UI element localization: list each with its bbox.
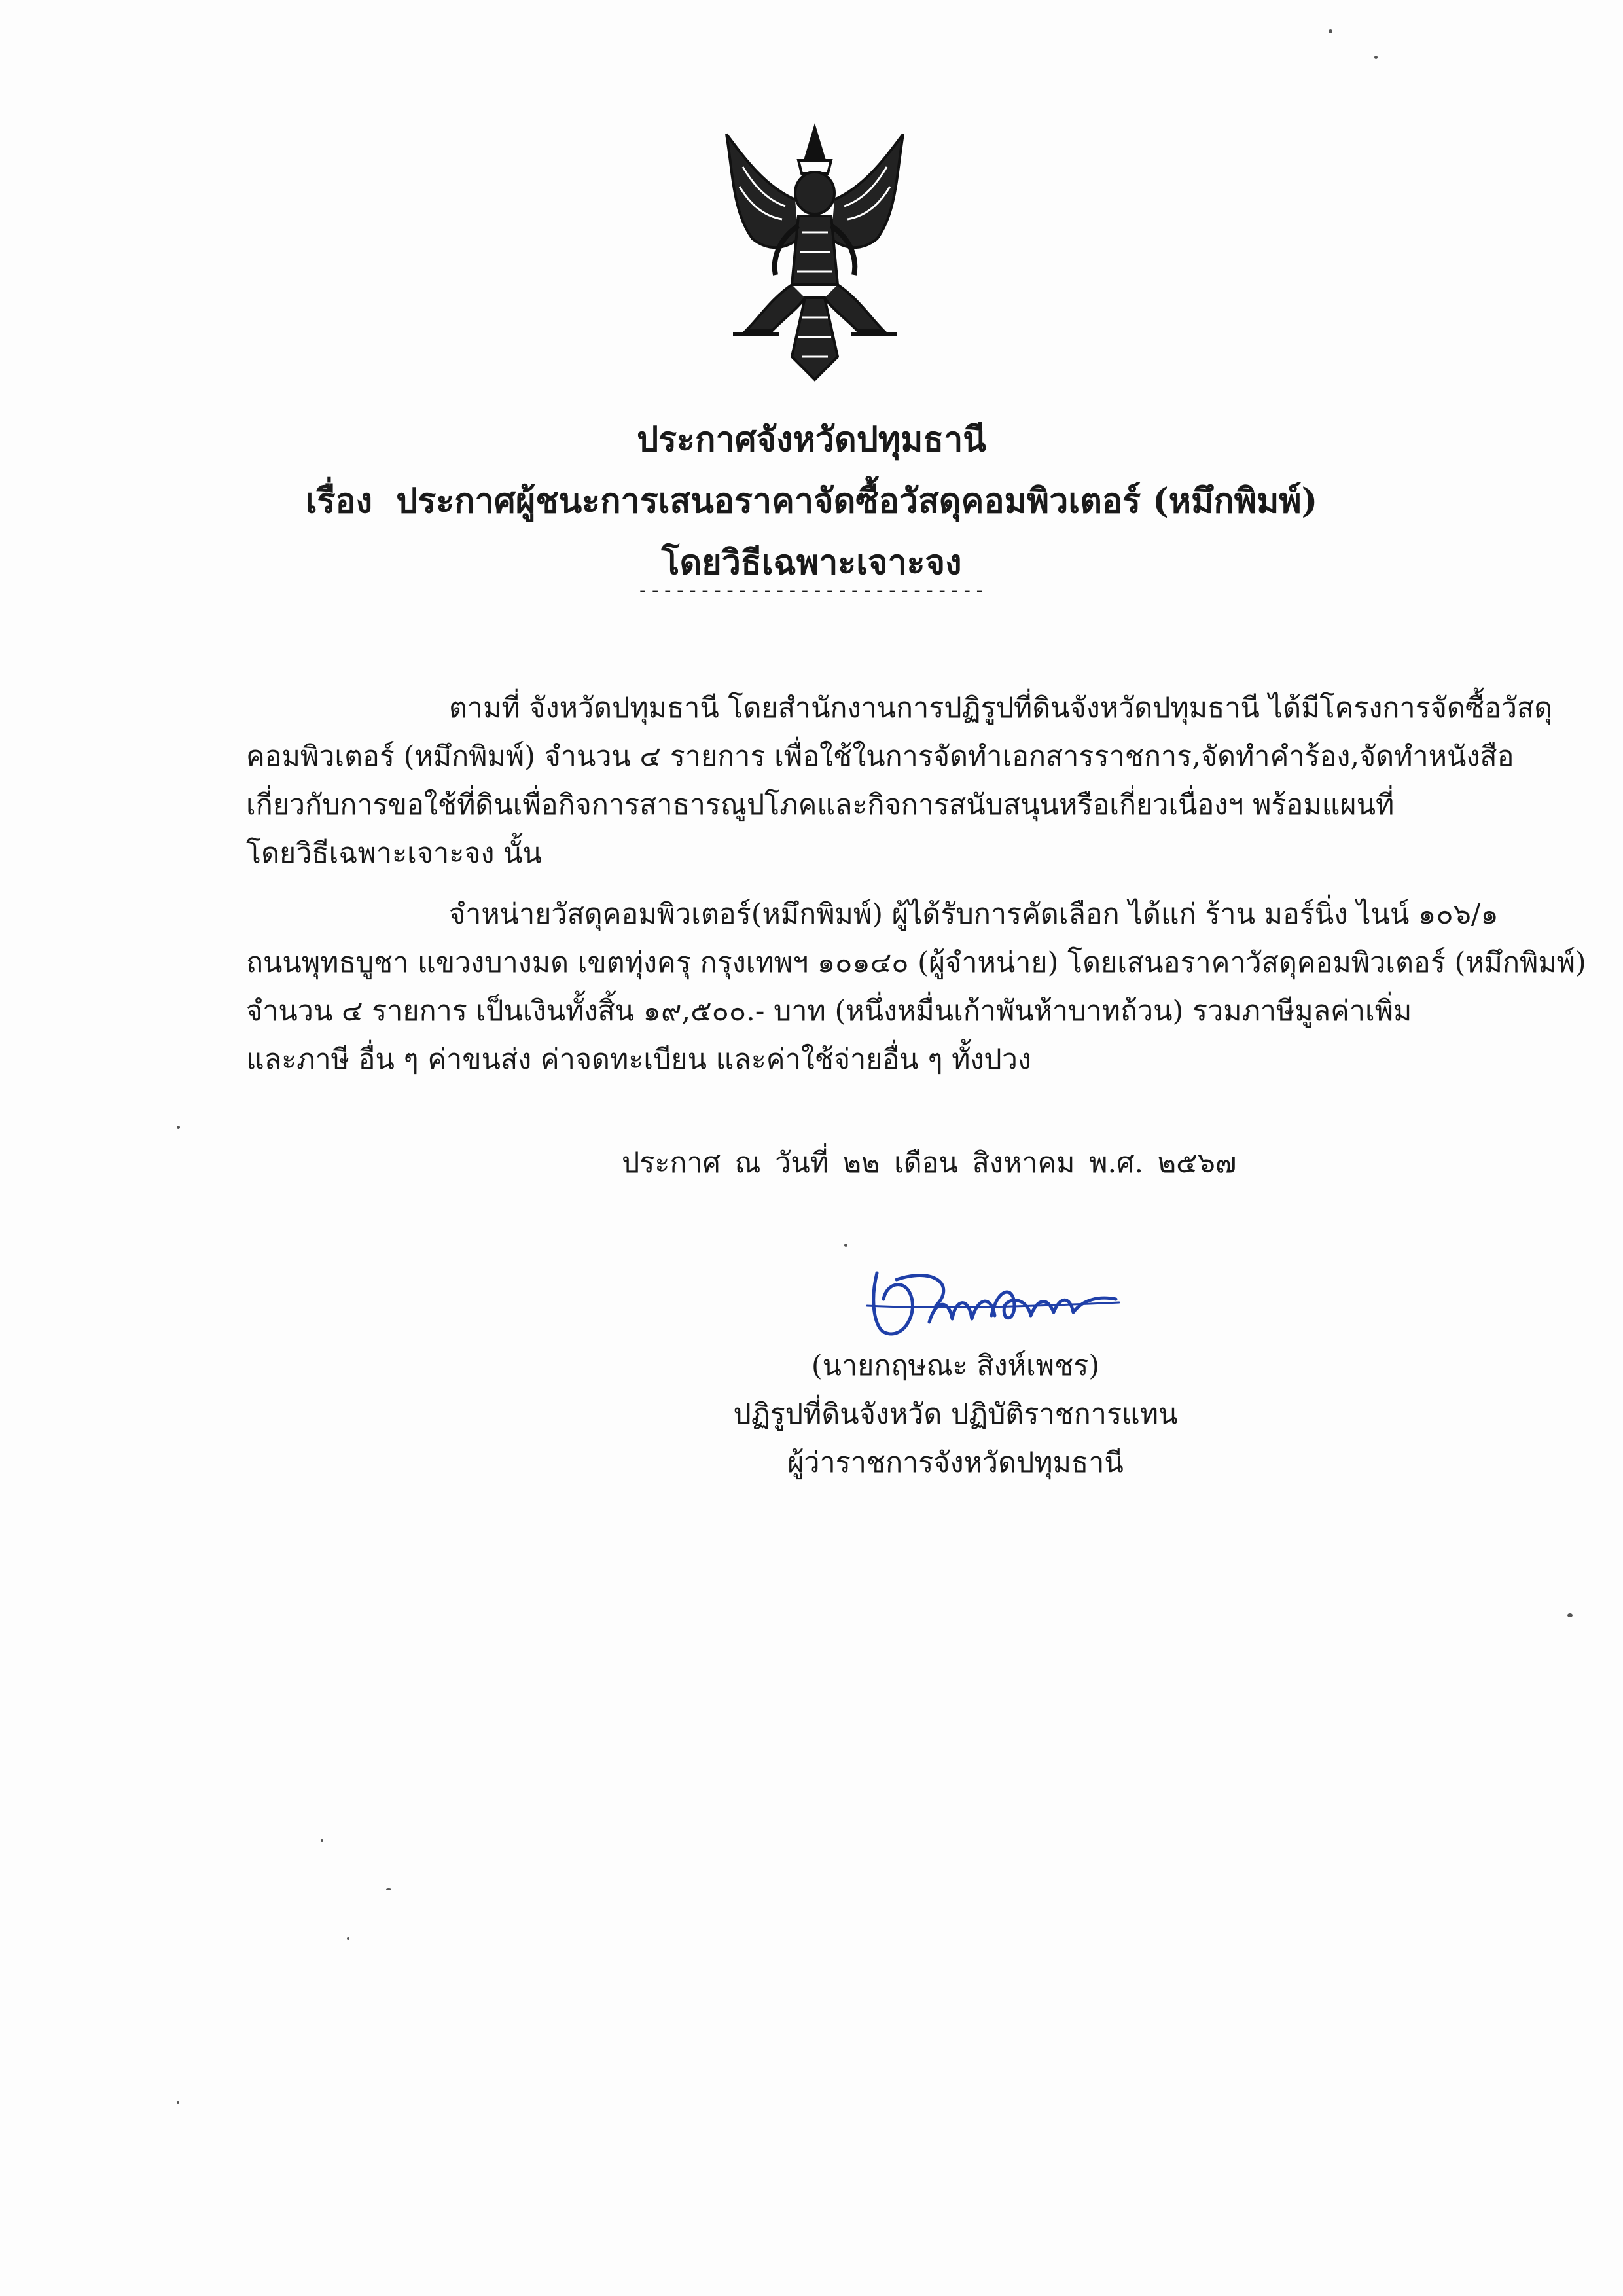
document-title: ประกาศจังหวัดปทุมธานี [637,420,986,459]
paragraph-1-line: คอมพิวเตอร์ (หมึกพิมพ์) จำนวน ๔ รายการ เพื่อใช้ในการจัดทำเอกสารราชการ,จัดทำคำร้อง,จัดทำหนังสือ [246,740,1514,773]
signer-name: (นายกฤษณะ สิงห์เพชร) [811,1350,1100,1382]
paragraph-2-line: และภาษี อื่น ๆ ค่าขนส่ง ค่าจดทะเบียน และค่าใช้จ่ายอื่น ๆ ทั้งปวง [246,1043,1031,1076]
separator-line: ---------------------------- [637,579,986,602]
paragraph-1-line: ตามที่ จังหวัดปทุมธานี โดยสำนักงานการปฏิรูปที่ดินจังหวัดปทุมธานี ได้มีโครงการจัดซื้อวัสดุ [449,692,1553,725]
scan-speck [1567,1613,1573,1617]
scan-speck [844,1244,847,1247]
scan-speck [177,1126,180,1129]
garuda-emblem-icon [707,121,923,386]
paragraph-2-line: จำนวน ๔ รายการ เป็นเงินทั้งสิ้น ๑๙,๕๐๐.- บาท (หนึ่งหมื่นเก้าพันห้าบาทถ้วน) รวมภาษีมูลค่าเพิ่ม [246,995,1412,1028]
document-subject [0,471,1623,532]
paragraph-1 [246,684,1553,878]
handwritten-signature-icon [857,1260,1132,1352]
scan-speck [321,1839,323,1842]
scan-speck [1374,56,1378,59]
paragraph-2-line: ถนนพุทธบูชา แขวงบางมด เขตทุ่งครุ กรุงเทพฯ ๑๐๑๔๐ (ผู้จำหน่าย) โดยเสนอราคาวัสดุคอมพิวเตอร์ (หมึกพิมพ์) [246,946,1586,979]
subject-prefix: เรื่อง [305,481,373,521]
paragraph-2 [246,890,1586,1084]
paragraph-1-line: เกี่ยวกับการขอใช้ที่ดินเพื่อกิจการสาธารณูปโภคและกิจการสนับสนุนหรือเกี่ยวเนื่องฯ พร้อมแผนที่ [246,789,1395,821]
announcement-date: ประกาศ ณ วันที่ ๒๒ เดือน สิงหาคม พ.ศ. ๒๕๖๗ [622,1147,1237,1179]
scan-speck [386,1888,391,1890]
signer-on-behalf-of: ผู้ว่าราชการจังหวัดปทุมธานี [787,1446,1124,1479]
procurement-method: โดยวิธีเฉพาะเจาะจง [661,543,962,583]
scan-speck [1329,29,1332,33]
scan-speck [177,2101,179,2104]
scan-speck [347,1937,349,1940]
paragraph-1-line: โดยวิธีเฉพาะเจาะจง นั้น [246,837,542,870]
paragraph-2-line: จำหน่ายวัสดุคอมพิวเตอร์(หมึกพิมพ์) ผู้ได้รับการคัดเลือก ได้แก่ ร้าน มอร์นิ่ง ไนน์ ๑๐๖/๑ [449,898,1499,931]
subject-text: ประกาศผู้ชนะการเสนอราคาจัดซื้อวัสดุคอมพิวเตอร์ (หมึกพิมพ์) [396,481,1318,521]
signer-position: ปฏิรูปที่ดินจังหวัด ปฏิบัติราชการแทน [733,1398,1178,1431]
